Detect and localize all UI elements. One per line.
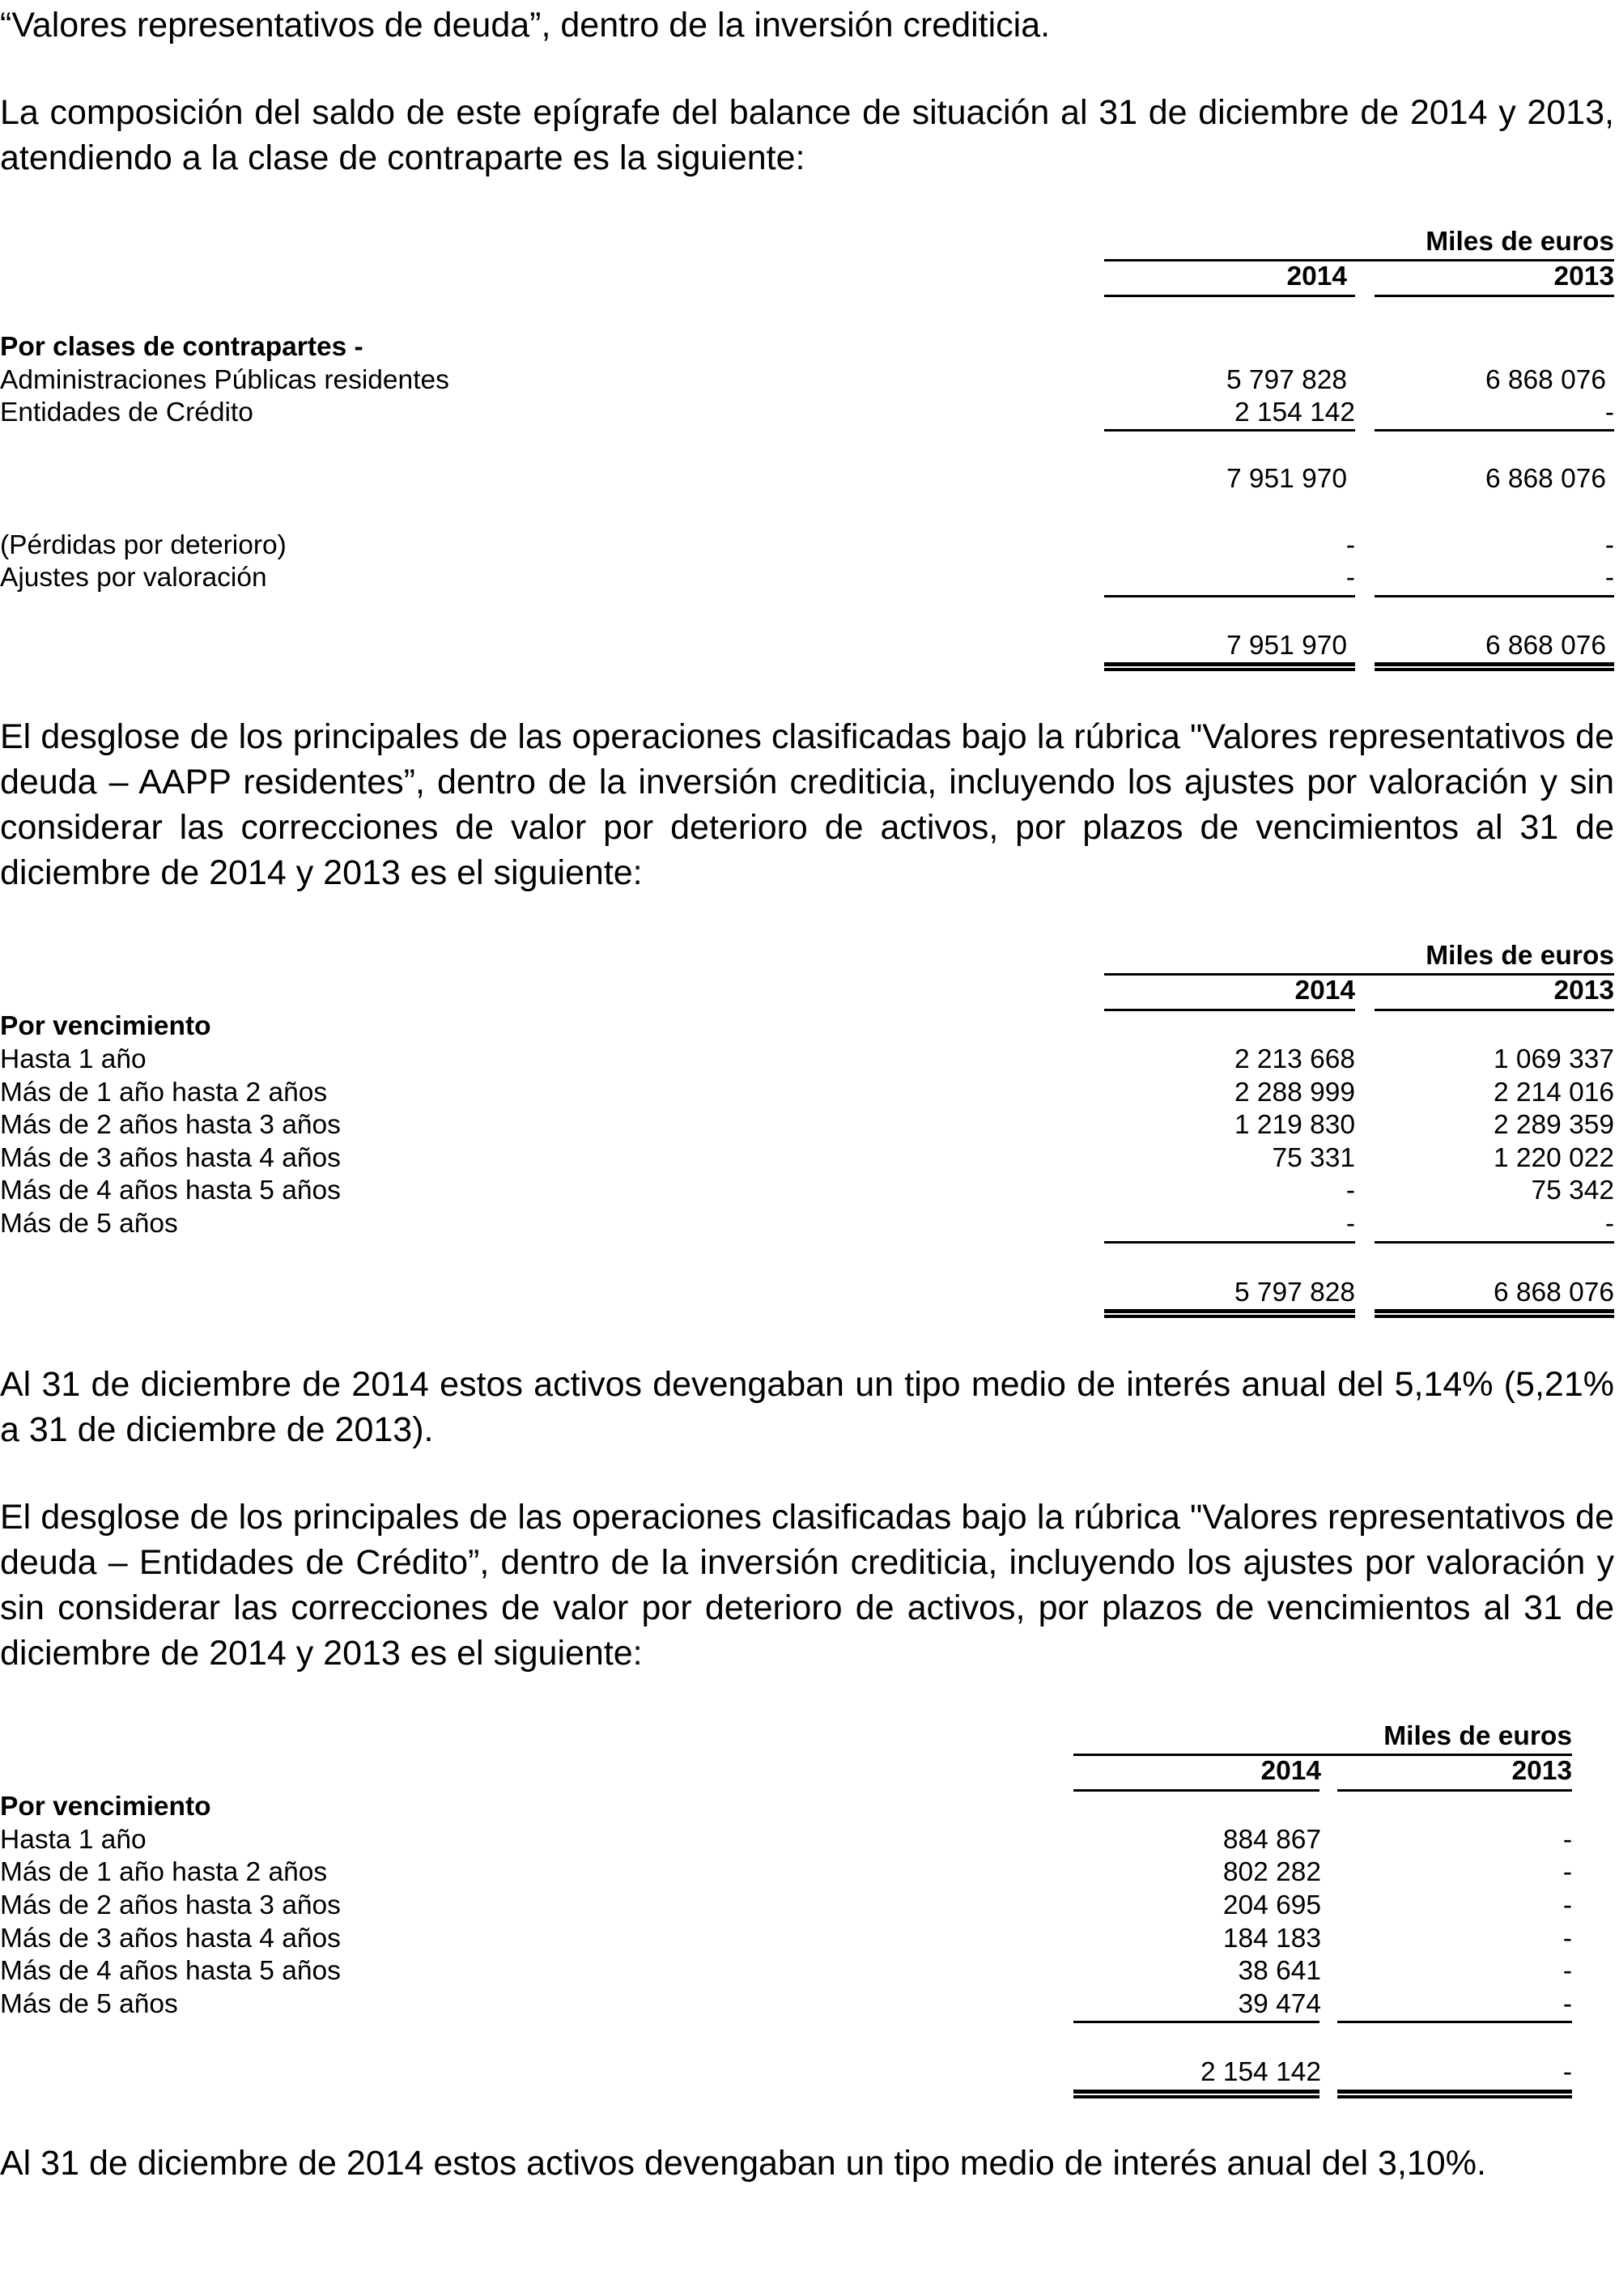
value-2013: -: [1604, 530, 1614, 560]
value-2014: 2 213 668: [1234, 1044, 1355, 1074]
value-2014: 38 641: [1238, 1956, 1321, 1986]
table-row: [0, 529, 1619, 562]
table-row: [0, 1824, 1619, 1856]
value-2013: -: [1604, 1209, 1614, 1239]
value-2014: 2 154 142: [1234, 398, 1355, 427]
value-2014: 2 288 999: [1234, 1078, 1355, 1108]
col-header-2014: 2014: [1294, 976, 1355, 1006]
table-row: [0, 1923, 1619, 1955]
total-2013: -: [1562, 2057, 1572, 2087]
row-label: (Pérdidas por deterioro): [0, 530, 287, 560]
value-2014: -: [1345, 1209, 1355, 1239]
value-2013: -: [1562, 1857, 1572, 1887]
total-2014: 2 154 142: [1200, 2057, 1321, 2087]
value-2013: -: [1604, 563, 1614, 593]
table-row: [0, 1175, 1619, 1207]
table-row: [0, 1890, 1619, 1922]
row-label: Administraciones Públicas residentes: [0, 365, 449, 395]
table-row: [0, 1856, 1619, 1889]
row-label: Más de 5 años: [0, 1989, 178, 2019]
total-row: [0, 630, 1619, 662]
row-label: Hasta 1 año: [0, 1044, 147, 1074]
row-label: Más de 3 años hasta 4 años: [0, 1924, 341, 1954]
row-label: Hasta 1 año: [0, 1825, 147, 1855]
value-2014: 39 474: [1238, 1989, 1321, 2019]
value-2013: 1 220 022: [1493, 1143, 1614, 1173]
value-2013: 2 289 359: [1493, 1110, 1614, 1140]
table-unit-header: Miles de euros: [1383, 1721, 1572, 1751]
table-unit-header: Miles de euros: [1426, 227, 1614, 257]
value-2013: -: [1562, 1956, 1572, 1986]
section-label: Por vencimiento: [0, 1792, 211, 1822]
paragraph-credit-breakdown: El desglose de los principales de las operaciones clasificadas bajo la rúbrica "Valores representativos de deuda – Entidades de Crédito”, dentro de la inversión crediticia, incluyendo los ajustes por valoración y sin considerar las correcciones de valor por deterioro de activos, por plazos de vencimientos al 31 de diciembre de 2014 y 2013 es el siguiente:: [0, 1498, 1614, 1673]
table-unit-header: Miles de euros: [1426, 941, 1614, 971]
value-2014: -: [1345, 563, 1355, 593]
value-2013: 75 342: [1531, 1176, 1614, 1205]
subtotal-2013: 6 868 076: [1485, 464, 1606, 494]
table-row: [0, 1208, 1619, 1240]
row-label: Ajustes por valoración: [0, 563, 267, 593]
value-2014: 1 219 830: [1234, 1110, 1355, 1140]
table-row: [0, 1077, 1619, 1109]
row-label: Más de 4 años hasta 5 años: [0, 1176, 341, 1205]
value-2014: -: [1345, 1176, 1355, 1205]
value-2014: 884 867: [1222, 1825, 1321, 1855]
total-2014: 7 951 970: [1226, 631, 1347, 661]
row-label: Más de 2 años hasta 3 años: [0, 1110, 341, 1140]
value-2014: -: [1345, 530, 1355, 560]
row-label: Más de 4 años hasta 5 años: [0, 1956, 341, 1986]
total-2014: 5 797 828: [1234, 1278, 1355, 1307]
value-2014: 75 331: [1272, 1143, 1355, 1173]
table-row: [0, 1955, 1619, 1988]
value-2013: -: [1562, 1924, 1572, 1954]
row-label: Más de 3 años hasta 4 años: [0, 1143, 341, 1173]
value-2013: -: [1604, 398, 1614, 427]
subtotal-row: [0, 463, 1619, 495]
total-row: [0, 2056, 1619, 2089]
paragraph-aapp-interest: Al 31 de diciembre de 2014 estos activos devengaban un tipo medio de interés anual del 5,14% (5,21% a 31 de diciembre de 2013).: [0, 1365, 1614, 1449]
table-row: [0, 1142, 1619, 1175]
table-row: [0, 1109, 1619, 1142]
col-header-2014: 2014: [1286, 261, 1347, 291]
table-row: [0, 397, 1619, 429]
row-label: Más de 1 año hasta 2 años: [0, 1078, 328, 1108]
paragraph-composition: La composición del saldo de este epígrafe del balance de situación al 31 de diciembre de 2014 y 2013, atendiendo a la clase de contraparte es la siguiente:: [0, 93, 1614, 177]
section-label: Por clases de contrapartes -: [0, 332, 363, 362]
paragraph-credit-interest: Al 31 de diciembre de 2014 estos activos devengaban un tipo medio de interés anual del 3,10%.: [0, 2144, 1486, 2183]
value-2013: -: [1562, 1989, 1572, 2019]
col-header-2013: 2013: [1553, 261, 1614, 291]
table-row: [0, 1044, 1619, 1076]
total-row: [0, 1277, 1619, 1309]
value-2013: 6 868 076: [1485, 365, 1606, 395]
total-2013: 6 868 076: [1485, 631, 1606, 661]
col-header-2013: 2013: [1511, 1756, 1572, 1786]
value-2014: 5 797 828: [1226, 365, 1347, 395]
row-label: Más de 1 año hasta 2 años: [0, 1857, 328, 1887]
subtotal-2014: 7 951 970: [1226, 464, 1347, 494]
col-header-2013: 2013: [1553, 976, 1614, 1006]
col-header-2014: 2014: [1260, 1756, 1321, 1786]
total-2013: 6 868 076: [1493, 1278, 1614, 1307]
table-row: [0, 364, 1619, 397]
value-2013: 1 069 337: [1493, 1044, 1614, 1074]
row-label: Más de 2 años hasta 3 años: [0, 1890, 341, 1920]
value-2013: -: [1562, 1890, 1572, 1920]
paragraph-aapp-breakdown: El desglose de los principales de las operaciones clasificadas bajo la rúbrica "Valores representativos de deuda – AAPP residentes”, dentro de la inversión crediticia, incluyendo los ajustes por valoración y sin considerar las correcciones de valor por deterioro de activos, por plazos de vencimientos al 31 de diciembre de 2014 y 2013 es el siguiente:: [0, 717, 1614, 892]
row-label: Entidades de Crédito: [0, 398, 253, 427]
table-row: [0, 1988, 1619, 2021]
paragraph-intro: “Valores representativos de deuda”, dentro de la inversión crediticia.: [0, 6, 1051, 45]
section-label: Por vencimiento: [0, 1011, 211, 1041]
table-row: [0, 562, 1619, 594]
value-2014: 204 695: [1222, 1890, 1321, 1920]
value-2014: 184 183: [1222, 1924, 1321, 1954]
value-2013: 2 214 016: [1493, 1078, 1614, 1108]
row-label: Más de 5 años: [0, 1209, 178, 1239]
value-2013: -: [1562, 1825, 1572, 1855]
value-2014: 802 282: [1222, 1857, 1321, 1887]
